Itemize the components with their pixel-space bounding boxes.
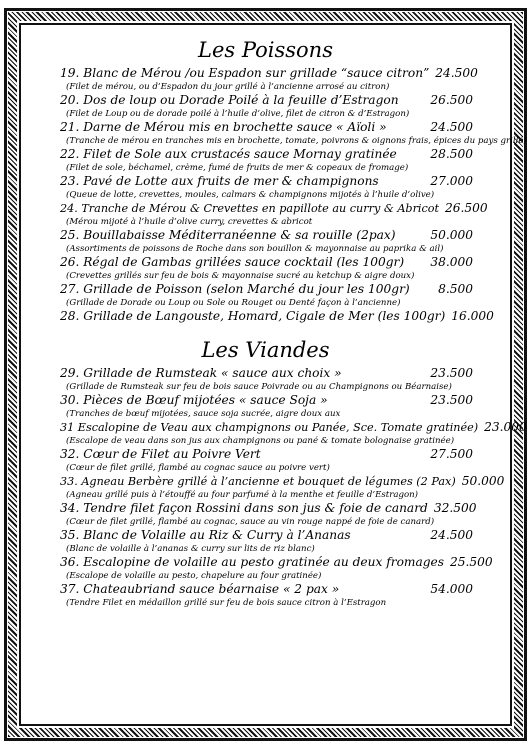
- menu-item: [60, 582, 473, 609]
- menu-item-name: 30. Pièces de Bœuf mijotées « sauce Soja »: [60, 393, 328, 407]
- menu-item-price: 24.500: [430, 120, 473, 134]
- menu-item-price: 32.500: [433, 501, 477, 515]
- menu-item: [60, 66, 478, 93]
- menu-item-line: [60, 474, 505, 489]
- menu-item: [60, 255, 473, 282]
- menu-item-price: 28.500: [430, 147, 473, 161]
- menu-item-name: 31 Escalopine de Veau aux champignons ou Panée, Sce. Tomate gratinée): [60, 421, 479, 434]
- menu-item-price: 26.500: [445, 201, 488, 215]
- menu-item: [60, 420, 527, 447]
- menu-item-description: (Blanc de volaille à l’ananas & curry sur lits de riz blanc): [66, 544, 315, 554]
- menu-item-line: [60, 255, 473, 270]
- menu-item: [60, 501, 477, 528]
- menu-item-name: 32. Cœur de Filet au Poivre Vert: [60, 447, 261, 461]
- menu-item-line: [60, 366, 473, 381]
- menu-item-description: (Cœur de filet grillé, flambé au cognac sauce au poivre vert): [66, 463, 330, 473]
- menu-item-name: 26. Régal de Gambas grillées sauce cocktail (les 100gr): [60, 255, 405, 269]
- menu-item-name: 25. Bouillabaisse Méditerranéenne & sa rouille (2pax): [60, 228, 396, 242]
- menu-item-description: (Filet de Loup ou de dorade poilé à l’huile d’olive, filet de citron & d’Estragon): [66, 109, 410, 119]
- menu-item-name: 33. Agneau Berbère grillé à l’ancienne et bouquet de légumes (2 Pax): [60, 475, 456, 488]
- poissons-list: [22, 66, 527, 324]
- menu-item-line: [60, 93, 473, 108]
- menu-item: [60, 309, 494, 324]
- menu-item-price: 16.000: [451, 309, 494, 323]
- menu-item-name: 36. Escalopine de volaille au pesto gratinée au deux fromages: [60, 555, 444, 569]
- menu-item-line: [60, 528, 473, 543]
- menu-item-description: (Filet de mérou, ou d’Espadon du jour grillé à l’ancienne arrosé au citron): [66, 82, 390, 92]
- menu-item-price: 26.500: [430, 93, 473, 107]
- menu-item-name: 19. Blanc de Mérou /ou Espadon sur grillade “sauce citron”: [60, 66, 430, 80]
- menu-item-line: [60, 174, 473, 189]
- menu-item: [60, 147, 473, 174]
- menu-item-price: 23.500: [430, 366, 473, 380]
- menu-item-line: [60, 147, 473, 162]
- menu-item-name: 34. Tendre filet façon Rossini dans son jus & foie de canard: [60, 501, 428, 515]
- section-title-poissons: Les Poissons: [198, 38, 333, 62]
- menu-item-description: (Grillade de Rumsteak sur feu de bois sauce Poivrade ou au Champignons ou Béarnaise): [66, 382, 452, 392]
- menu-item-description: (Grillade de Dorade ou Loup ou Sole ou Rouget ou Denté façon à l’ancienne): [66, 298, 401, 308]
- section-title-viandes: Les Viandes: [201, 338, 330, 362]
- menu-item-description: (Agneau grillé puis à l’étouffé au four parfumé à la menthe et feuille d’Estragon): [66, 490, 419, 500]
- menu-item-description: (Escalope de veau dans son jus aux champignons ou pané & tomate bolognaise gratinée): [66, 436, 455, 446]
- menu-item-price: 54.000: [430, 582, 473, 596]
- menu-item-name: 29. Grillade de Rumsteak « sauce aux choix »: [60, 366, 342, 380]
- menu-item-description: (Cœur de filet grillé, flambé au cognac, sauce au vin rouge nappé de foie de canard): [66, 517, 435, 527]
- menu-item-price: 50.000: [461, 474, 505, 488]
- menu-item-price: 38.000: [430, 255, 473, 269]
- menu-item-line: [60, 228, 473, 243]
- menu-item: [60, 174, 473, 201]
- menu-item-line: [60, 420, 527, 435]
- menu-item-price: 24.500: [430, 528, 473, 542]
- menu-item-price: 27.500: [430, 447, 473, 461]
- menu-item: [60, 393, 473, 420]
- menu-item-description: (Tranche de mérou en tranches mis en brochette, tomate, poivrons & oignons frais, épices du pays grillé): [66, 136, 527, 146]
- menu-item-name: 28. Grillade de Langouste, Homard, Cigale de Mer (les 100gr): [60, 309, 446, 323]
- menu-item-description: (Mérou mijoté à l’huile d’olive curry, crevettes & abricot: [66, 217, 313, 227]
- menu-item-name: 21. Darne de Mérou mis en brochette sauce « Aïoli »: [60, 120, 387, 134]
- menu-item: [60, 447, 473, 474]
- menu-item-line: [60, 282, 473, 297]
- menu-item-name: 35. Blanc de Volaille au Riz & Curry à l’Ananas: [60, 528, 351, 542]
- menu-item-price: 24.500: [435, 66, 478, 80]
- viandes-list: [22, 366, 527, 609]
- menu-item-line: [60, 555, 493, 570]
- menu-item-line: [60, 120, 473, 135]
- menu-item-description: (Queue de lotte, crevettes, moules, calmars & champignons mijotés à l’huile d’olive): [66, 190, 435, 200]
- menu-item-price: 23.500: [430, 393, 473, 407]
- menu-content: [22, 28, 527, 724]
- menu-item-name: 24. Tranche de Mérou & Crevettes en papillote au curry & Abricot: [60, 202, 440, 215]
- menu-item-description: (Escalope de volaille au pesto, chapelure au four gratinée): [66, 571, 322, 581]
- menu-item-name: 20. Dos de loup ou Dorade Poilé à la feuille d’Estragon: [60, 93, 399, 107]
- menu-item-description: (Tranches de bœuf mijotées, sauce soja sucrée, aigre doux aux: [66, 409, 341, 419]
- menu-item: [60, 474, 505, 501]
- menu-item: [60, 366, 473, 393]
- menu-item: [60, 93, 473, 120]
- menu-item-line: [60, 309, 494, 324]
- menu-item: [60, 528, 473, 555]
- menu-item-line: [60, 447, 473, 462]
- menu-item-price: 23.000: [484, 420, 527, 434]
- menu-item-description: (Tendre Filet en médaillon grillé sur feu de bois sauce citron à l’Estragon: [66, 598, 387, 608]
- menu-item-line: [60, 201, 488, 216]
- menu-item-price: 8.500: [438, 282, 473, 296]
- menu-item-price: 50.000: [430, 228, 473, 242]
- menu-item-name: 27. Grillade de Poisson (selon Marché du jour les 100gr): [60, 282, 410, 296]
- menu-item-description: (Assortiments de poissons de Roche dans son bouillon & mayonnaise au paprika & ail): [66, 244, 444, 254]
- menu-item: [60, 282, 473, 309]
- menu-item: [60, 228, 473, 255]
- menu-item-description: (Crevettes grillés sur feu de bois & mayonnaise sucré au ketchup & aigre doux): [66, 271, 415, 281]
- menu-item-line: [60, 66, 478, 81]
- menu-item-description: (Filet de sole, béchamel, crème, fumé de fruits de mer & copeaux de fromage): [66, 163, 409, 173]
- menu-item: [60, 201, 488, 228]
- menu-item: [60, 120, 527, 147]
- menu-item-price: 25.500: [450, 555, 493, 569]
- menu-item-line: [60, 501, 477, 516]
- menu-item-name: 37. Chateaubriand sauce béarnaise « 2 pax »: [60, 582, 340, 596]
- menu-item-name: 22. Filet de Sole aux crustacés sauce Mornay gratinée: [60, 147, 397, 161]
- menu-item: [60, 555, 493, 582]
- menu-item-line: [60, 582, 473, 597]
- menu-item-line: [60, 393, 473, 408]
- menu-item-price: 27.000: [430, 174, 473, 188]
- menu-item-name: 23. Pavé de Lotte aux fruits de mer & champignons: [60, 174, 379, 188]
